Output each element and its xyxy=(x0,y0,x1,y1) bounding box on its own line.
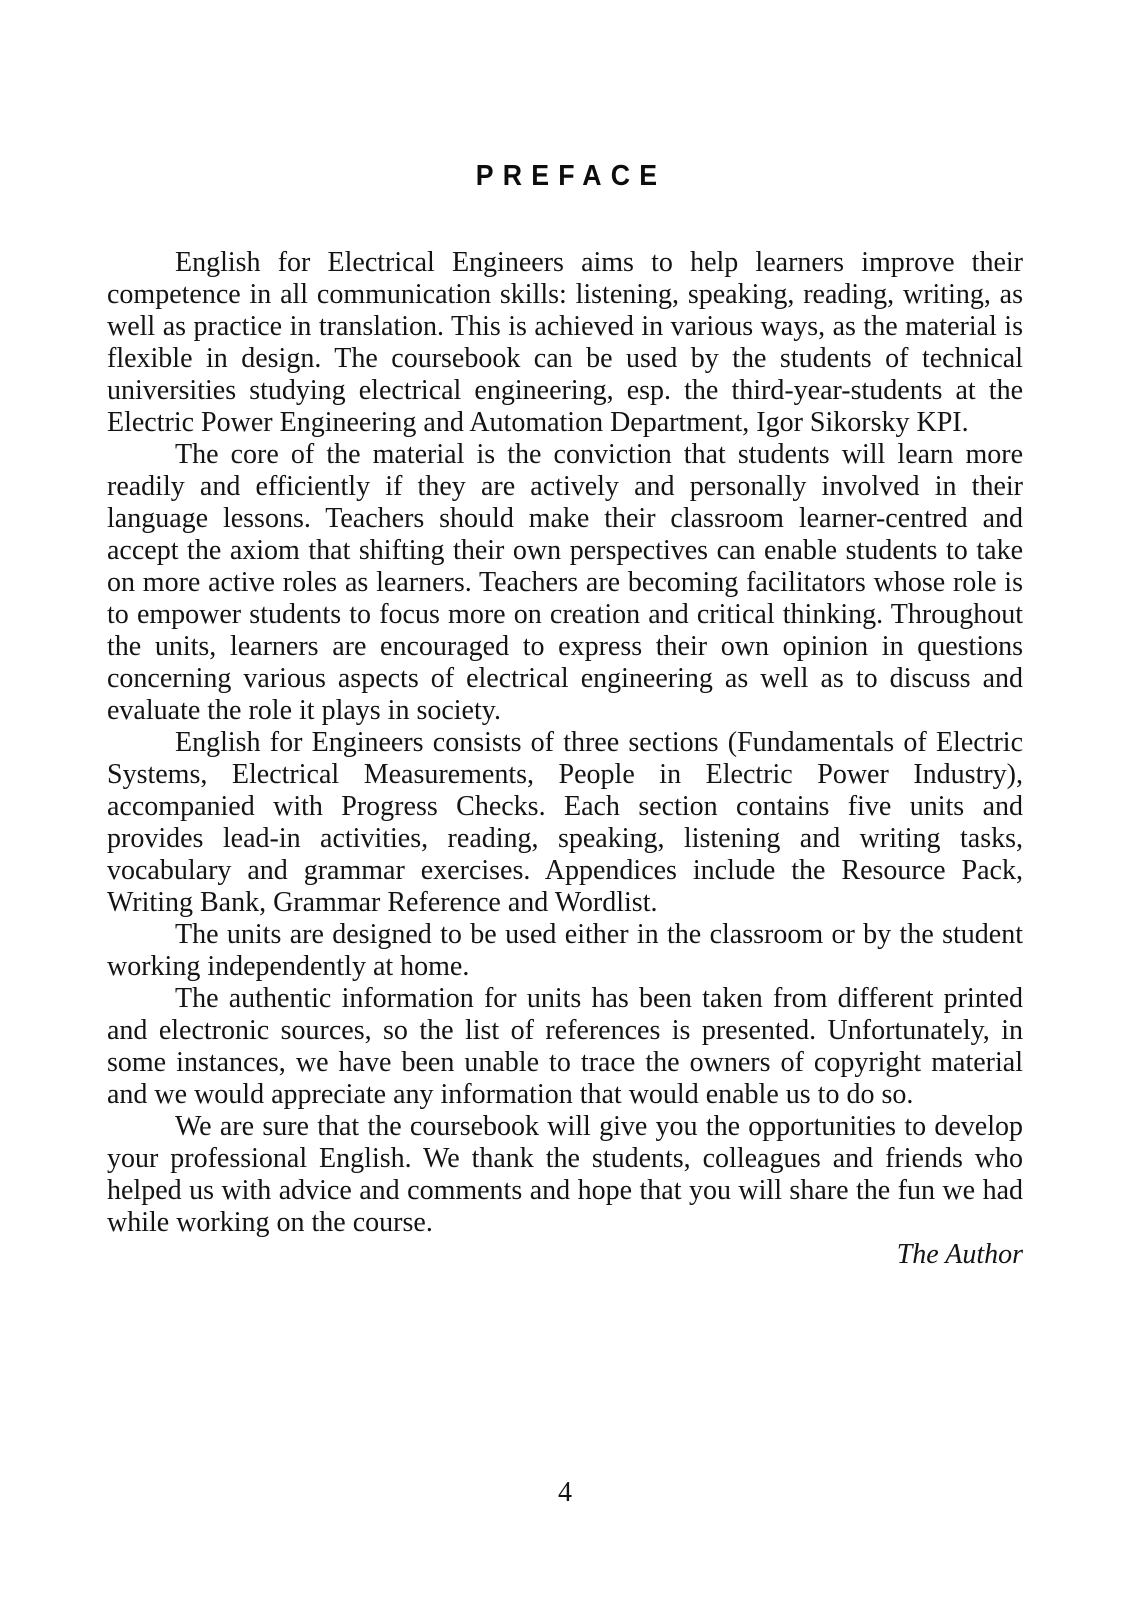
preface-text-block xyxy=(107,247,1023,1271)
page-title: PREFACE xyxy=(475,160,667,192)
paragraph: We are sure that the coursebook will give you the opportunities to develop your professional English. We thank the students, colleagues and friends who helped us with advice and comments and hope that you will share the fun we had while working on the course. xyxy=(107,1111,1023,1238)
author-signature: The Author xyxy=(896,1239,1023,1270)
paragraph: English for Engineers consists of three sections (Fundamentals of Electric Systems, Electrical Measurements, People in Electric Power Industry), accompanied with Progress Checks. Each section contains five units and provides lead-in activities, reading, speaking, listening and writing tasks, vocabulary and grammar exercises. Appendices include the Resource Pack, Writing Bank, Grammar Reference and Wordlist. xyxy=(107,727,1023,918)
paragraph: The core of the material is the conviction that students will learn more readily and efficiently if they are actively and personally involved in their language lessons. Teachers should make their classroom learner-centred and accept the axiom that shifting their own perspectives can enable students to take on more active roles as learners. Teachers are becoming facilitators whose role is to empower students to focus more on creation and critical thinking. Throughout the units, learners are encouraged to express their own opinion in questions concerning various aspects of electrical engineering as well as to discuss and evaluate the role it plays in society. xyxy=(107,439,1023,726)
paragraph: English for Electrical Engineers aims to help learners improve their competence in all communication skills: listening, speaking, reading, writing, as well as practice in translation. This is achieved in various ways, as the material is flexible in design. The coursebook can be used by the students of technical universities studying electrical engineering, esp. the third-year-students at the Electric Power Engineering and Automation Department, Igor Sikorsky KPI. xyxy=(107,247,1023,438)
paragraph: The authentic information for units has been taken from different printed and electronic sources, so the list of references is presented. Unfortunately, in some instances, we have been unable to trace the owners of copyright material and we would appreciate any information that would enable us to do so. xyxy=(107,983,1023,1110)
paragraph: The units are designed to be used either in the classroom or by the student working independently at home. xyxy=(107,919,1023,982)
page-number: 4 xyxy=(558,1477,572,1508)
